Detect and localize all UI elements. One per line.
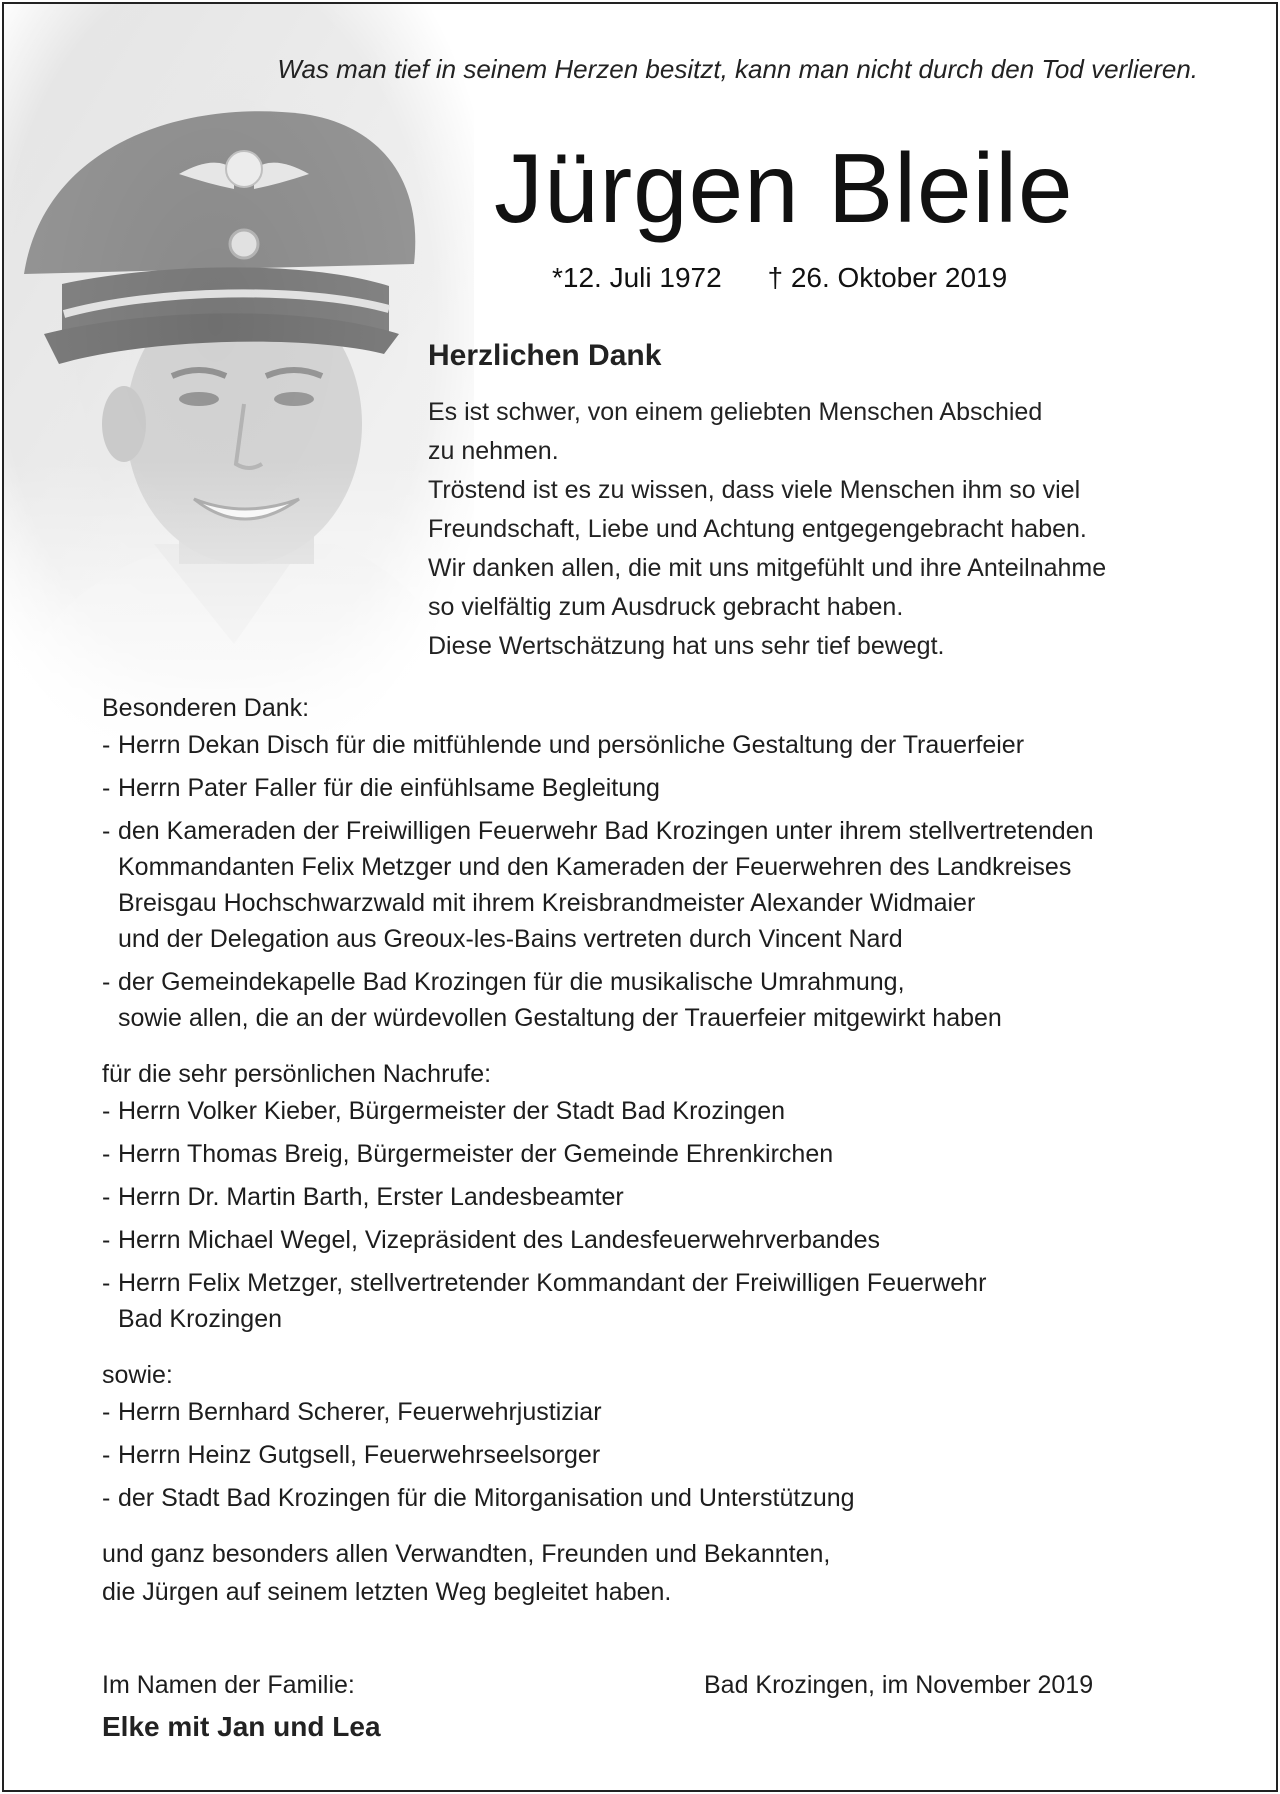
intro-line: Es ist schwer, von einem geliebten Menschen Abschied xyxy=(428,398,1043,426)
portrait-photo xyxy=(4,4,474,764)
item-line: der Stadt Bad Krozingen für die Mitorganisation und Unterstützung xyxy=(118,1484,855,1512)
item-line: sowie allen, die an der würdevollen Gestaltung der Trauerfeier mitgewirkt haben xyxy=(118,1004,1002,1032)
item-line: Bad Krozingen xyxy=(118,1305,283,1333)
motto-quote: Was man tief in seinem Herzen besitzt, kann man nicht durch den Tod verlieren. xyxy=(277,54,1198,84)
deceased-name: Jürgen Bleile xyxy=(494,133,1074,243)
intro-text xyxy=(428,393,1228,666)
item-line: Herrn Heinz Gutgsell, Feuerwehrseelsorger xyxy=(118,1441,601,1469)
intro-line: so vielfältig zum Ausdruck gebracht haben. xyxy=(428,593,904,621)
list-item xyxy=(102,813,1232,957)
list-item xyxy=(102,964,1232,1036)
intro-line: Tröstend ist es zu wissen, dass viele Menschen ihm so viel xyxy=(428,476,1081,504)
item-line: der Gemeindekapelle Bad Krozingen für die musikalische Umrahmung, xyxy=(118,968,905,996)
thanks-intro xyxy=(428,339,1228,666)
family-signature: Elke mit Jan und Lea xyxy=(102,1711,381,1742)
item-line: Breisgau Hochschwarzwald mit ihrem Kreisbrandmeister Alexander Widmaier xyxy=(118,889,976,917)
special-thanks-list xyxy=(102,727,1232,1036)
also-list xyxy=(102,1394,1232,1516)
item-line: den Kameraden der Freiwilligen Feuerwehr Bad Krozingen unter ihrem stellvertretenden xyxy=(118,817,1094,845)
death-date: † 26. Oktober 2019 xyxy=(767,262,1008,293)
list-item xyxy=(102,727,1232,763)
list-item xyxy=(102,1437,1232,1473)
intro-line: zu nehmen. xyxy=(428,437,559,465)
item-line: Herrn Volker Kieber, Bürgermeister der Stadt Bad Krozingen xyxy=(118,1097,786,1125)
item-line: Herrn Felix Metzger, stellvertretender Kommandant der Freiwilligen Feuerwehr xyxy=(118,1269,987,1297)
thanks-heading: Herzlichen Dank xyxy=(428,339,662,372)
intro-line: Diese Wertschätzung hat uns sehr tief bewegt. xyxy=(428,632,945,660)
item-line: Herrn Dr. Martin Barth, Erster Landesbeamter xyxy=(118,1183,624,1211)
item-line: Herrn Dekan Disch für die mitfühlende und persönliche Gestaltung der Trauerfeier xyxy=(118,731,1025,759)
item-line: Herrn Michael Wegel, Vizepräsident des Landesfeuerwehrverbandes xyxy=(118,1226,881,1254)
list-item xyxy=(102,1179,1232,1215)
list-item xyxy=(102,1480,1232,1516)
also-title: sowie: xyxy=(102,1361,173,1389)
life-dates xyxy=(552,262,1007,294)
obituary-notice xyxy=(2,2,1278,1792)
acknowledgements xyxy=(102,689,1232,1611)
item-line: Herrn Pater Faller für die einfühlsame Begleitung xyxy=(118,774,660,802)
special-thanks-title: Besonderen Dank: xyxy=(102,694,310,722)
eulogies-list xyxy=(102,1093,1232,1337)
list-item xyxy=(102,1265,1232,1337)
item-line: und der Delegation aus Greoux-les-Bains vertreten durch Vincent Nard xyxy=(118,925,903,953)
intro-line: Wir danken allen, die mit uns mitgefühlt und ihre Anteilnahme xyxy=(428,554,1107,582)
item-line: Herrn Bernhard Scherer, Feuerwehrjustiziar xyxy=(118,1398,602,1426)
list-item xyxy=(102,770,1232,806)
list-item xyxy=(102,1394,1232,1430)
eulogies-title: für die sehr persönlichen Nachrufe: xyxy=(102,1060,492,1088)
family-signature-block xyxy=(102,1666,381,1750)
family-label: Im Namen der Familie: xyxy=(102,1671,355,1699)
list-item xyxy=(102,1222,1232,1258)
closing-line: und ganz besonders allen Verwandten, Freunden und Bekannten, xyxy=(102,1540,831,1568)
list-item xyxy=(102,1136,1232,1172)
closing-text xyxy=(102,1535,1232,1611)
list-item xyxy=(102,1093,1232,1129)
item-line: Herrn Thomas Breig, Bürgermeister der Gemeinde Ehrenkirchen xyxy=(118,1140,834,1168)
place-date: Bad Krozingen, im November 2019 xyxy=(704,1671,1094,1699)
birth-date: *12. Juli 1972 xyxy=(552,262,722,293)
closing-line: die Jürgen auf seinem letzten Weg begleitet haben. xyxy=(102,1578,672,1606)
intro-line: Freundschaft, Liebe und Achtung entgegengebracht haben. xyxy=(428,515,1087,543)
item-line: Kommandanten Felix Metzger und den Kameraden der Feuerwehren des Landkreises xyxy=(118,853,1072,881)
